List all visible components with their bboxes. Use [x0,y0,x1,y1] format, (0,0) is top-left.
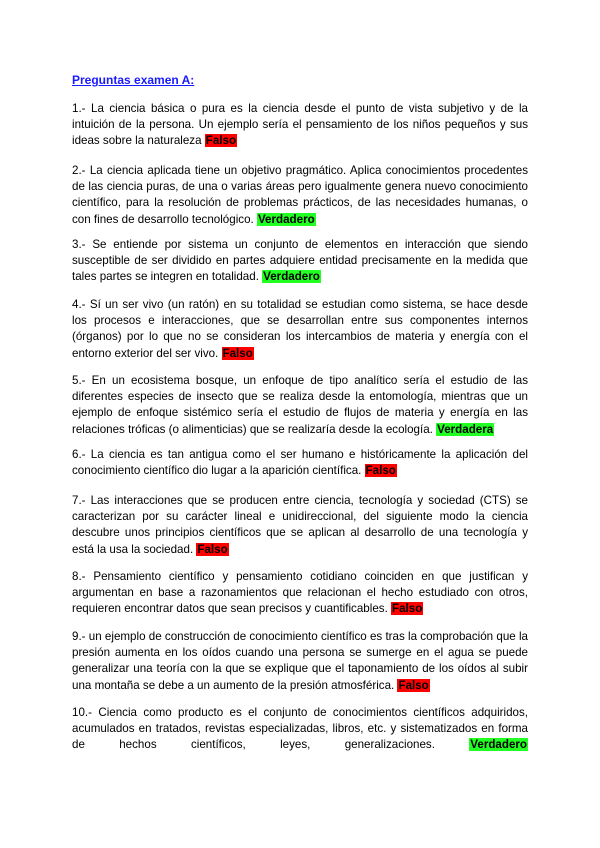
question-text: 8.- Pensamiento científico y pensamiento cotidiano coinciden en que justifican y argumentan en base a razonamientos que relacionan el hecho estudiado con otros, requieren encontrar datos que sean precisos y cuantificables. [72,570,528,616]
question-2 [72,163,528,228]
question-7 [72,493,528,558]
question-3 [72,237,528,286]
answer-badge: Falso [365,464,396,478]
question-10 [72,705,528,754]
question-text: 1.- La ciencia básica o pura es la ciencia desde el punto de vista subjetivo y de la intuición de la persona. Un ejemplo sería el pensamiento de los niños pequeños y sus ideas sobre la naturaleza [72,102,528,148]
question-text: 9.- un ejemplo de construcción de conocimiento científico es tras la comprobación que la presión aumenta en los oídos cuando una persona se sumerge en el agua se puede generalizar una teoría con la que se explique que el taponamiento de los oídos al subir una montaña se debe a un aumento de la presión atmosférica. [72,630,528,692]
question-5 [72,373,528,438]
question-text: 6.- La ciencia es tan antigua como el ser humano e históricamente la aplicación del conocimiento científico dio lugar a la aparición científica. [72,448,528,478]
answer-badge: Falso [392,602,423,616]
answer-badge: Verdadero [263,270,320,284]
answer-badge: Falso [398,678,429,692]
answer-badge: Falso [197,542,228,556]
question-text: 5.- En un ecosistema bosque, un enfoque de tipo analítico sería el estudio de las diferentes especies de insecto que se realiza desde la entomología, mientras que un ejemplo de enfoque sistémico sería el estudio de flujos de materia y energía en las relaciones tróficas (o alimenticias) que se realizaría desde la ecología. [72,374,528,436]
answer-badge: Falso [222,346,253,360]
question-text: 7.- Las interacciones que se producen entre ciencia, tecnología y sociedad (CTS) se caracterizan por su carácter lineal e unidireccional, del siguiente modo la ciencia descubre unos principios científicos que se aplican al desarrollo de una tecnología y está la usa la sociedad. [72,494,528,556]
page-title: Preguntas examen A: [72,73,195,87]
question-text: 10.- Ciencia como producto es el conjunto de conocimientos científicos adquiridos, acumulados en tratados, revistas especializadas, libros, etc. y sistematizados en forma de hechos científicos, leyes, generalizaciones. [72,706,528,752]
answer-badge: Falso [205,134,237,148]
question-4 [72,297,528,362]
question-9 [72,629,528,694]
question-text: 2.- La ciencia aplicada tiene un objetivo pragmático. Aplica conocimientos procedentes de las ciencia puras, de una o varias áreas pero igualmente genera nuevo conocimiento científico, para la resolución de problemas prácticos, de las necesidades humanas, o con fines de desarrollo tecnológico. [72,164,528,226]
question-6 [72,447,528,479]
question-1 [72,101,528,150]
question-text: 4.- Sí un ser vivo (un ratón) en su totalidad se estudian como sistema, se hace desde los procesos e interacciones, que se desarrollan entre sus componentes internos (órganos) por lo que no se consideran los intercambios de materia y energía con el entorno exterior del ser vivo. [72,298,528,360]
answer-badge: Verdadero [470,738,527,752]
answer-badge: Verdadera [437,422,494,436]
question-8 [72,569,528,618]
answer-badge: Verdadero [257,212,315,226]
question-text: 3.- Se entiende por sistema un conjunto de elementos en interacción que siendo susceptible de ser dividido en partes adquiere entidad precisamente en la medida que tales partes se integren en totalidad. [72,238,528,284]
